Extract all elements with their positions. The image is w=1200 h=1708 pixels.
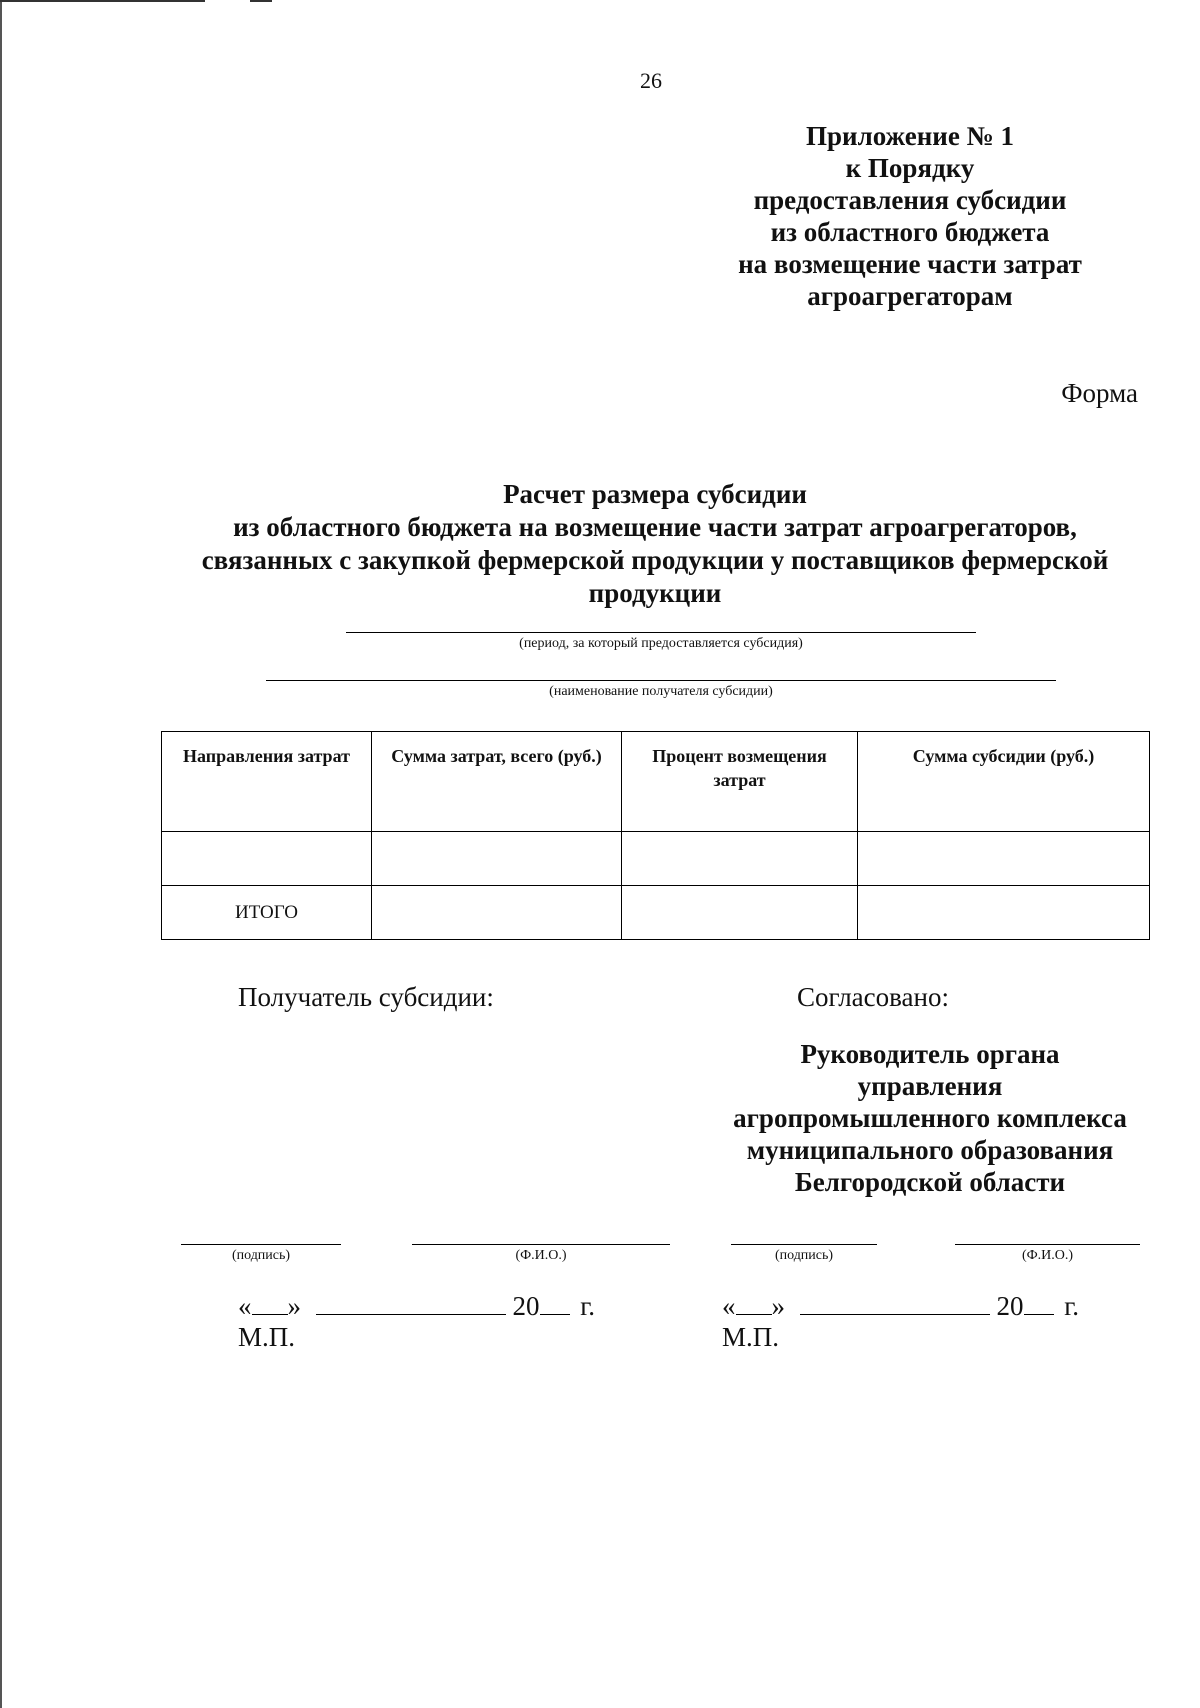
appendix-heading — [690, 120, 1130, 312]
left-date-day-field[interactable] — [252, 1290, 288, 1315]
right-name-caption: (Ф.И.О.) — [1021, 1248, 1074, 1263]
right-signature-caption: (подпись) — [774, 1248, 834, 1263]
left-signature-caption: (подпись) — [231, 1248, 291, 1263]
right-name-line[interactable] — [955, 1244, 1140, 1245]
date-quote-close: » — [771, 1291, 785, 1321]
table-cell[interactable] — [162, 832, 372, 886]
period-input-line[interactable] — [346, 632, 976, 633]
appendix-line: к Порядку — [845, 153, 975, 183]
title-line: продукции — [588, 578, 722, 608]
page-number: 26 — [640, 68, 662, 93]
title-line: Расчет размера субсидии — [503, 479, 807, 509]
title-line: из областного бюджета на возмещение части затрат агроагрегаторов, — [233, 512, 1077, 542]
year-suffix: г. — [1064, 1291, 1080, 1321]
left-date-month-field[interactable] — [316, 1290, 506, 1315]
scan-edge — [0, 0, 2, 1708]
table-cell[interactable] — [372, 832, 622, 886]
year-suffix: г. — [580, 1291, 596, 1321]
table-header-cell: Сумма затрат, всего (руб.) — [372, 732, 622, 832]
year-prefix: 20 — [996, 1291, 1024, 1321]
table-header-cell: Сумма субсидии (руб.) — [858, 732, 1150, 832]
left-stamp-label: М.П. — [238, 1322, 296, 1352]
scan-edge — [250, 0, 272, 2]
date-quote-open: « — [238, 1291, 252, 1321]
form-label: Форма — [1061, 378, 1138, 408]
table-header-row — [162, 732, 1150, 832]
right-date-month-field[interactable] — [800, 1290, 990, 1315]
year-prefix: 20 — [512, 1291, 540, 1321]
date-quote-close: » — [287, 1291, 301, 1321]
table-header-cell: Направления затрат — [162, 732, 372, 832]
recipient-name-caption: (наименование получателя субсидии) — [549, 684, 773, 699]
right-signature-line[interactable] — [731, 1244, 877, 1245]
left-date — [238, 1290, 595, 1322]
table-cell[interactable] — [858, 832, 1150, 886]
table-cell[interactable] — [858, 886, 1150, 940]
table-cell[interactable] — [372, 886, 622, 940]
agreed-label: Согласовано: — [797, 982, 949, 1012]
approver-line: Белгородской области — [794, 1167, 1066, 1197]
table-cell[interactable] — [622, 832, 858, 886]
right-stamp-label: М.П. — [722, 1322, 780, 1352]
document-title — [160, 478, 1150, 610]
period-caption: (период, за который предоставляется субсидия) — [519, 636, 803, 651]
appendix-line: агроагрегаторам — [807, 281, 1013, 311]
approver-line: агропромышленного комплекса — [733, 1103, 1127, 1133]
left-signature-line[interactable] — [181, 1244, 341, 1245]
appendix-line: из областного бюджета — [770, 217, 1050, 247]
table-cell[interactable] — [622, 886, 858, 940]
right-date — [722, 1290, 1079, 1322]
scan-edge — [0, 0, 205, 2]
left-date-year-field[interactable] — [540, 1290, 570, 1315]
table-header-cell: Процент возмещения затрат — [622, 732, 858, 832]
title-line: связанных с закупкой фермерской продукции у поставщиков фермерской — [201, 545, 1109, 575]
recipient-label: Получатель субсидии: — [238, 982, 494, 1012]
approver-line: Руководитель органа — [800, 1039, 1060, 1069]
approver-line: управления — [857, 1071, 1003, 1101]
table-total-row — [162, 886, 1150, 940]
recipient-name-input-line[interactable] — [266, 680, 1056, 681]
right-date-day-field[interactable] — [736, 1290, 772, 1315]
appendix-line: Приложение № 1 — [806, 121, 1014, 151]
table-row — [162, 832, 1150, 886]
calculation-table — [161, 731, 1150, 940]
approver-line: муниципального образования — [746, 1135, 1114, 1165]
approver-title — [700, 1038, 1160, 1198]
date-quote-open: « — [722, 1291, 736, 1321]
appendix-line: предоставления субсидии — [753, 185, 1067, 215]
left-name-line[interactable] — [412, 1244, 670, 1245]
left-name-caption: (Ф.И.О.) — [515, 1248, 567, 1263]
right-date-year-field[interactable] — [1024, 1290, 1054, 1315]
table-cell-total-label: ИТОГО — [162, 886, 372, 940]
appendix-line: на возмещение части затрат — [738, 249, 1082, 279]
